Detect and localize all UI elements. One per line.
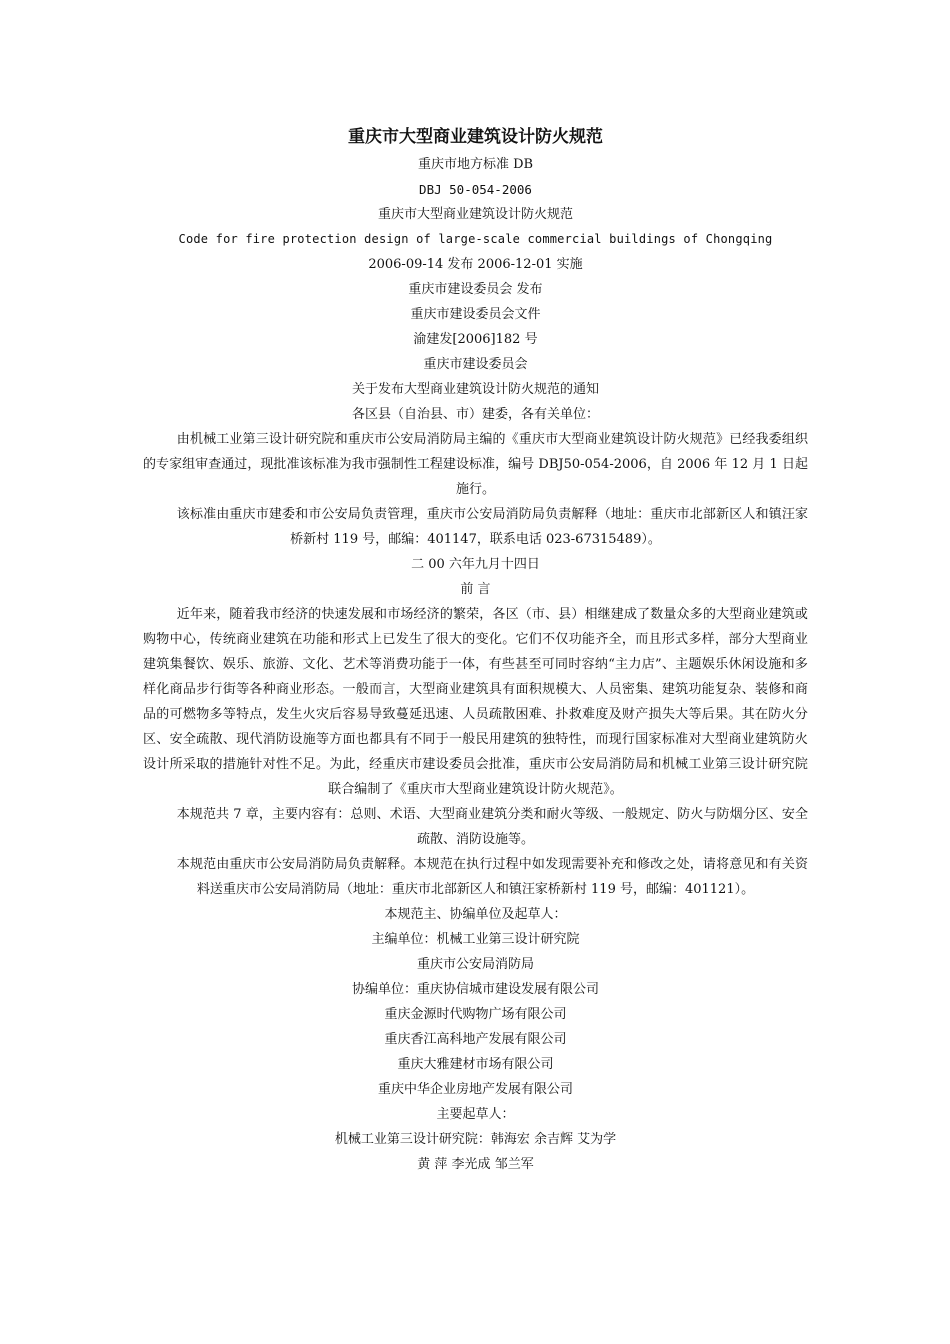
notice-date: 二 00 六年九月十四日 <box>411 557 540 572</box>
publisher: 重庆市建设委员会 发布 <box>408 282 543 297</box>
drafters-heading: 本规范主、协编单位及起草人： <box>384 907 567 922</box>
cn-title: 重庆市大型商业建筑设计防火规范 <box>377 207 573 222</box>
standard-type: 重庆市地方标准 DB <box>417 157 534 172</box>
issue-dates: 2006-09-14 发布 2006-12-01 实施 <box>368 257 583 272</box>
notice-heading: 重庆市建设委员会文件 <box>410 307 541 322</box>
foreword-paragraph-1: 近年来，随着我市经济的快速发展和市场经济的繁荣，各区（市、县）相继建成了数量众多的大型商业建筑或购物中心，传统商业建筑在功能和形式上已发生了很大的变化。它们不仅功能齐全，而且形式多样，部分大型商业建筑集餐饮、娱乐、旅游、文化、艺术等消费功能于一体，有些甚至可同时容纳“主力店”、主题娱乐休闲设施和多样化商品步行街等各种商业形态。一般而言，大型商业建筑具有面积规模大、人员密集、建筑功能复杂、装修和商品的可燃物多等特点，发生火灾后容易导致蔓延迅速、人员疏散困难、扑救难度及财产损失大等后果。其在防火分区、安全疏散、现代消防设施等方面也都具有不同于一般民用建筑的独特性，而现行国家标准对大型商业建筑防火设计所采取的措施针对性不足。为此，经重庆市建设委员会批准，重庆市公安局消防局和机械工业第三设计研究院联合编制了《重庆市大型商业建筑设计防火规范》。 <box>143 607 808 797</box>
notice-issuer: 重庆市建设委员会 <box>423 357 528 372</box>
co-unit-1: 协编单位：重庆协信城市建设发展有限公司 <box>351 982 599 997</box>
notice-paragraph-2: 该标准由重庆市建委和市公安局负责管理，重庆市公安局消防局负责解释（地址：重庆市北部新区人和镇汪家桥新村 119 号，邮编：401147，联系电话 023-67315489）。 <box>176 507 808 547</box>
co-unit-5: 重庆中华企业房地产发展有限公司 <box>377 1082 573 1097</box>
notice-paragraph-1: 由机械工业第三设计研究院和重庆市公安局消防局主编的《重庆市大型商业建筑设计防火规范》已经我委组织的专家组审查通过，现批准该标准为我市强制性工程建设标准，编号 DBJ50-054-2006，自 2006 年 12 月 1 日起施行。 <box>143 432 808 497</box>
document-body <box>143 122 808 1177</box>
drafters-line-2: 黄 萍 李光成 邹兰军 <box>417 1157 534 1172</box>
notice-addressee: 各区县（自治县、市）建委，各有关单位： <box>351 407 599 422</box>
foreword-heading: 前 言 <box>460 582 491 597</box>
foreword-paragraph-2: 本规范共 7 章，主要内容有：总则、术语、大型商业建筑分类和耐火等级、一般规定、防火与防烟分区、安全疏散、消防设施等。 <box>176 807 808 847</box>
notice-doc-number: 渝建发[2006]182 号 <box>413 332 538 347</box>
chief-unit-2: 重庆市公安局消防局 <box>416 957 534 972</box>
notice-subject: 关于发布大型商业建筑设计防火规范的通知 <box>351 382 599 397</box>
document-title: 重庆市大型商业建筑设计防火规范 <box>348 127 603 147</box>
co-unit-4: 重庆大雅建材市场有限公司 <box>397 1057 554 1072</box>
main-drafters-heading: 主要起草人： <box>436 1107 515 1122</box>
co-unit-3: 重庆香江高科地产发展有限公司 <box>384 1032 567 1047</box>
foreword-paragraph-3: 本规范由重庆市公安局消防局负责解释。本规范在执行过程中如发现需要补充和修改之处，请将意见和有关资料送重庆市公安局消防局（地址：重庆市北部新区人和镇汪家桥新村 119 号，邮编：401121）。 <box>176 857 808 897</box>
en-title: Code for fire protection design of large-scale commercial buildings of Chongqing <box>178 232 773 246</box>
chief-unit: 主编单位：机械工业第三设计研究院 <box>371 932 580 947</box>
co-unit-2: 重庆金源时代购物广场有限公司 <box>384 1007 567 1022</box>
standard-code: DBJ 50-054-2006 <box>419 182 532 197</box>
drafters-line-1: 机械工业第三设计研究院：韩海宏 余吉辉 艾为学 <box>334 1132 617 1147</box>
